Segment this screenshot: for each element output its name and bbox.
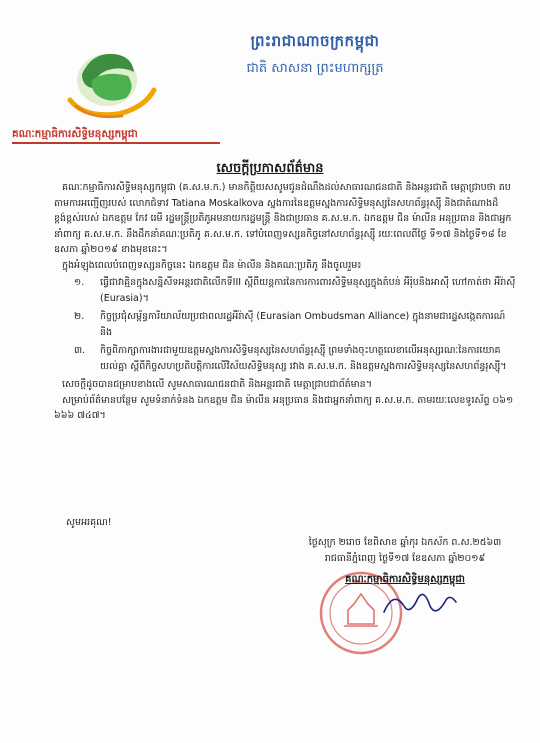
kingdom-motto — [150, 32, 480, 79]
nation-religion-king: ជាតិ សាសនា ព្រះមហាក្សត្រ — [246, 61, 384, 76]
chrc-logo — [62, 40, 162, 122]
list-item-text: កិច្ចប្រជុំសម្ព័ន្ធការិយាល័យប្រជាពលរដ្ឋអឺរ៉ាស៊ី (Eurasian Ombudsman Alliance) ក្នុងនាមជារដ្ឋសង្កេតការណ៍ និង — [100, 311, 506, 338]
list-item-number: ២. — [74, 311, 85, 322]
document-body — [54, 180, 516, 424]
kingdom-title: ព្រះរាជាណាចក្រកម្ពុជា — [250, 32, 380, 50]
solar-date: រាជធានីភ្នំពេញ ថ្ងៃទី១៧ ខែឧសភា ឆ្នាំ២០១៩ — [324, 553, 486, 564]
activities-intro: ក្នុងអំឡុងពេលបំពេញទស្សនកិច្ចនេះ ឯកឧត្តម ជិន ម៉ាលីន និងគណៈប្រតិភូ នឹងចូលរួម៖ — [62, 259, 362, 271]
list-item — [54, 275, 516, 306]
list-item-text: កិច្ចពិភាក្សាការងារជាមួយឧត្តមស្នងការសិទ្ធិមនុស្សនៃសហព័ន្ធរុស្ស៊ី ព្រមទាំងចុះហត្ថលេខាលើអនុស្សរណៈនៃការយោគយល់គ្នា ស្តីពីកិច្ចសហប្រតិបត្តិការលើវិស័យសិទ្ធិមនុស្ស រវាង គ.ស.ម.ក. និងឧត្តមស្នងការសិទ្ធិមនុស្សនៃសហព័ន្ធរុស្ស៊ី។ — [100, 345, 507, 372]
signatory-organization: គណៈកម្មាធិការសិទ្ធិមនុស្សកម្ពុជា — [345, 574, 465, 585]
intro-paragraph: គណៈកម្មាធិការសិទ្ធិមនុស្សកម្ពុជា (គ.ស.ម.ក.) មានកិត្តិយសសូមជូនដំណឹងដល់សាធារណជនជាតិ និងអន្តរជាតិ មេត្តាជ្រាបថា តបតាមការអញ្ជើញរបស់ លោកជំទាវ Tatiana Moskalkova ស្នងការនៃឧត្តមស្នងការសិទ្ធិមនុស្សនៃសហព័ន្ធរុស្ស៊ី និងជាតំណាងដ៏ខ្ពង់ខ្ពស់របស់ ឯកឧត្តម កែវ រេមី រដ្ឋមន្ត្រីប្រតិភូអមនាយករដ្ឋមន្ត្រី និងជាប្រធាន គ.ស.ម.ក. ឯកឧត្តម ជិន ម៉ាលីន អនុប្រធាន និងជាអ្នកនាំពាក្យ គ.ស.ម.ក. នឹងដឹកនាំគណៈប្រតិភូ គ.ស.ម.ក. ទៅបំពេញទស្សនកិច្ចនៅសហព័ន្ធរុស្ស៊ី រយៈពេលពីថ្ងៃ ទី១៧ និងថ្ងៃទី១៨ ខែឧសភា ឆ្នាំ២០១៩ ខាងមុខនេះ។ — [54, 182, 512, 255]
list-item-number: ៣. — [74, 345, 86, 356]
thanks-line: សូមអរគុណ! — [66, 517, 112, 528]
activities-list — [54, 275, 516, 374]
list-item-text: ធ្វើជាវាគ្មិនក្នុងសន្និសីទអន្តរជាតិលើកទីIII ស្តីពីយន្តការនៃការការពារសិទ្ធិមនុស្សក្នុងតំបន់ អឺរ៉ុបនិងអាស៊ី ហៅកាត់ថា អឺរ៉ាស៊ី (Eurasia)។ — [100, 277, 516, 304]
lunar-date: ថ្ងៃសុក្រ ២រោច ខែពិសាខ ឆ្នាំកុរ ឯកស័ក ព.ស.២៥៦៣ — [308, 537, 502, 548]
handwritten-signature — [380, 584, 460, 624]
list-item — [54, 309, 516, 340]
contact-paragraph: សម្រាប់ព័ត៌មានបន្ថែម សូមទំនាក់ទំនង ឯកឧត្តម ជិន ម៉ាលីន អនុប្រធាន និងជាអ្នកនាំពាក្យ គ.ស.ម.ក. តាមរយៈលេខទូរស័ព្ទ ០៦១ ៦៦៦ ៧៤៧។ — [54, 394, 514, 421]
organization-name: គណៈកម្មាធិការសិទ្ធិមនុស្សកម្ពុជា — [12, 128, 138, 140]
list-item — [54, 343, 516, 374]
list-item-number: ១. — [74, 277, 85, 288]
header-divider — [12, 142, 220, 144]
notice-paragraph: សេចក្តីដូចបានជម្រាបខាងលើ សូមសាធារណជនជាតិ និងអន្តរជាតិ មេត្តាជ្រាបជាព័ត៌មាន។ — [62, 379, 372, 390]
document-title: សេចក្តីប្រកាសព័ត៌មាន — [216, 161, 324, 176]
